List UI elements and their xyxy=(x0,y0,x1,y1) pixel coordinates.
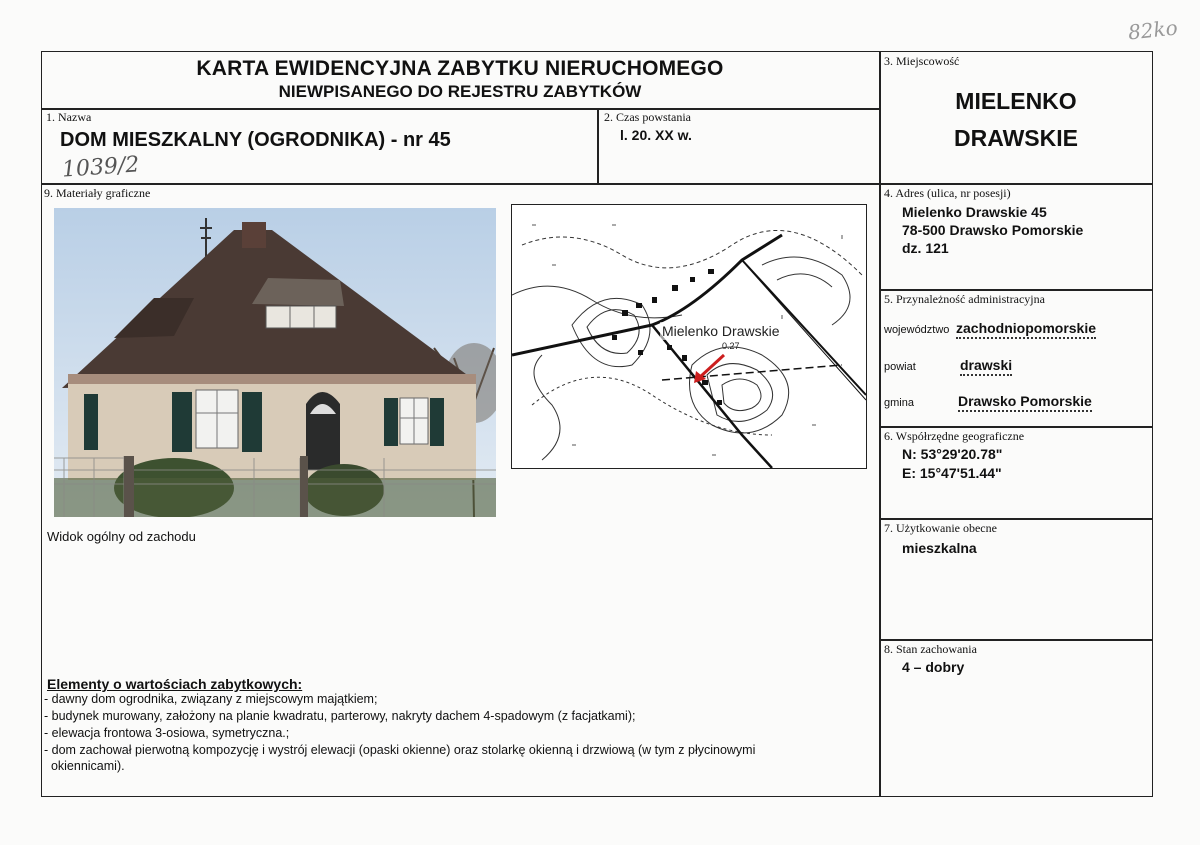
field-date-value: l. 20. XX w. xyxy=(620,127,692,143)
voivodeship-label: województwo xyxy=(884,324,950,336)
field-locality-label: 3. Miejscowość xyxy=(884,54,960,68)
field-date-label: 2. Czas powstania xyxy=(604,110,691,124)
divider-r4 xyxy=(879,518,1153,520)
heritage-item-3: - elewacja frontowa 3-osiowa, symetryczna.; xyxy=(44,726,290,740)
field-usage-label: 7. Użytkowanie obecne xyxy=(884,521,997,535)
coord-north: N: 53°29'20.78" xyxy=(902,446,1003,462)
divider-r2 xyxy=(879,289,1153,291)
field-condition-value: 4 – dobry xyxy=(902,659,965,675)
county-value: drawski xyxy=(960,357,1012,376)
field-usage-value: mieszkalna xyxy=(902,540,977,556)
divider-name-date xyxy=(597,108,599,183)
topographic-map xyxy=(511,204,867,469)
field-name-value: DOM MIESZKALNY (OGRODNIKA) - nr 45 xyxy=(60,129,451,151)
house-photo xyxy=(54,208,496,517)
divider-right-column xyxy=(879,51,881,797)
coord-east: E: 15°47'51.44" xyxy=(902,465,1002,481)
address-line-3: dz. 121 xyxy=(902,240,949,256)
commune-label: gmina xyxy=(884,397,914,409)
divider-r5 xyxy=(879,639,1153,641)
field-admin-label: 5. Przynależność administracyjna xyxy=(884,292,1045,306)
commune-value: Drawsko Pomorskie xyxy=(958,393,1092,412)
field-graphics-label: 9. Materiały graficzne xyxy=(44,186,151,200)
address-line-2: 78-500 Drawsko Pomorskie xyxy=(902,222,1084,238)
heritage-elements-heading: Elementy o wartościach zabytkowych: xyxy=(47,676,303,692)
divider-header xyxy=(41,108,879,110)
heritage-item-1: - dawny dom ogrodnika, związany z miejscowym majątkiem; xyxy=(44,692,378,706)
divider-r1 xyxy=(879,183,1153,185)
voivodeship-value: zachodniopomorskie xyxy=(956,320,1096,339)
heritage-item-5: okiennicami). xyxy=(44,759,125,773)
form-subtitle: NIEWPISANEGO DO REJESTRU ZABYTKÓW xyxy=(278,82,642,101)
map-elevation-number: 0.27 xyxy=(722,341,740,351)
field-name-label: 1. Nazwa xyxy=(46,110,92,124)
field-locality-line1: MIELENKO xyxy=(955,88,1077,114)
divider-name-bottom xyxy=(41,183,879,185)
divider-r3 xyxy=(879,426,1153,428)
address-line-1: Mielenko Drawskie 45 xyxy=(902,204,1047,220)
heritage-item-4: - dom zachował pierwotną kompozycję i wystrój elewacji (opaski okienne) oraz stolarkę okienną i drzwiową (w tym z płycinowymi xyxy=(44,743,756,757)
heritage-item-2: - budynek murowany, założony na planie kwadratu, parterowy, nakryty dachem 4-spadowym (z facjatkami); xyxy=(44,709,636,723)
field-locality-line2: DRAWSKIE xyxy=(954,125,1078,151)
corner-handwriting: 82ko xyxy=(1126,15,1179,45)
map-place-label: Mielenko Drawskie xyxy=(662,323,780,339)
photo-caption: Widok ogólny od zachodu xyxy=(47,529,196,544)
form-title: KARTA EWIDENCYJNA ZABYTKU NIERUCHOMEGO xyxy=(196,57,724,80)
county-label: powiat xyxy=(884,361,916,373)
field-condition-label: 8. Stan zachowania xyxy=(884,642,977,656)
field-address-label: 4. Adres (ulica, nr posesji) xyxy=(884,186,1011,200)
field-coords-label: 6. Współrzędne geograficzne xyxy=(884,429,1025,443)
inventory-handwritten-number: 1039/2 xyxy=(61,152,141,183)
